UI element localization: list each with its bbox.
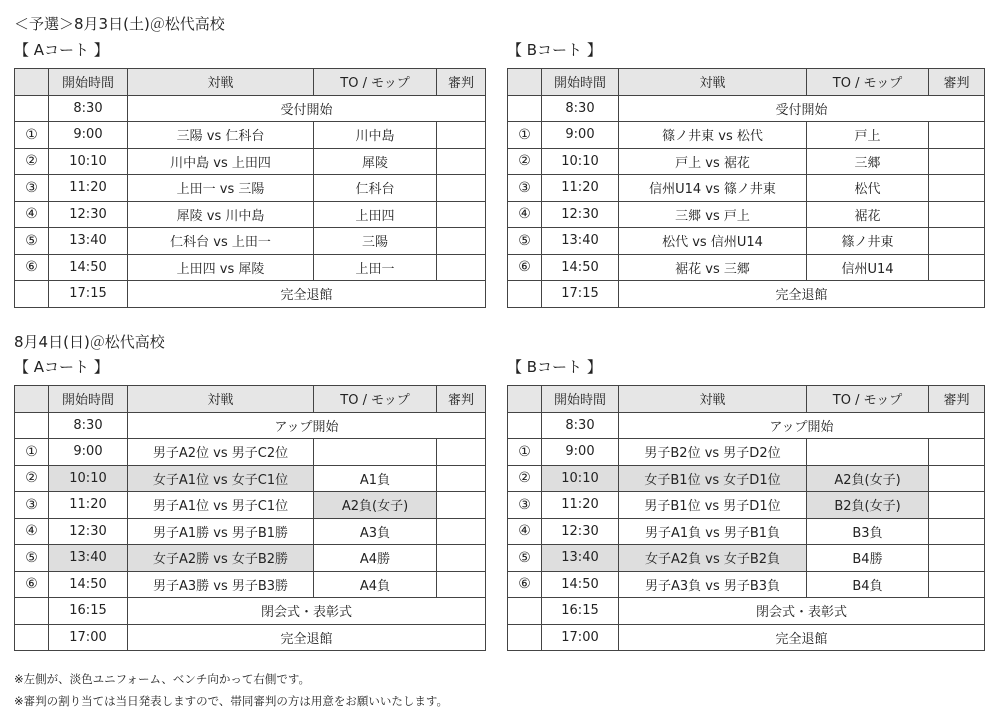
start-time: 8:30 <box>542 412 619 439</box>
game-number <box>508 598 542 625</box>
start-time: 9:00 <box>49 439 128 466</box>
game-number: ⑤ <box>15 228 49 255</box>
start-time: 9:00 <box>49 122 128 149</box>
start-time: 16:15 <box>542 598 619 625</box>
match-cell: 戸上 vs 裾花 <box>619 148 807 175</box>
game-number: ③ <box>508 175 542 202</box>
to-mop-cell: 松代 <box>807 175 929 202</box>
match-cell: 信州U14 vs 篠ノ井東 <box>619 175 807 202</box>
game-number: ④ <box>508 201 542 228</box>
to-mop-cell: 川中島 <box>314 122 437 149</box>
match-cell: 女子A2勝 vs 女子B2勝 <box>128 545 314 572</box>
match-cell: 男子A3負 vs 男子B3負 <box>619 571 807 598</box>
game-number: ⑥ <box>508 571 542 598</box>
start-time: 11:20 <box>49 492 128 519</box>
game-number: ③ <box>15 492 49 519</box>
to-mop-cell: A4負 <box>314 571 437 598</box>
to-mop-cell <box>807 439 929 466</box>
start-time: 12:30 <box>49 201 128 228</box>
start-time: 8:30 <box>49 412 128 439</box>
start-time: 14:50 <box>49 571 128 598</box>
game-number <box>508 624 542 651</box>
match-cell: 男子A1勝 vs 男子B1勝 <box>128 518 314 545</box>
to-mop-cell: A3負 <box>314 518 437 545</box>
header-match: 対戦 <box>619 386 807 413</box>
game-number <box>508 412 542 439</box>
start-time: 8:30 <box>542 95 619 122</box>
header-to-mop: TO / モップ <box>314 386 437 413</box>
schedule-row <box>508 624 985 651</box>
game-number <box>508 281 542 308</box>
game-number: ⑤ <box>508 545 542 572</box>
game-number: ① <box>508 439 542 466</box>
referee-cell <box>929 439 985 466</box>
start-time: 10:10 <box>49 148 128 175</box>
game-number: ① <box>15 122 49 149</box>
day2-court-b-table <box>507 385 985 651</box>
schedule-row <box>15 175 486 202</box>
schedule-row <box>15 439 486 466</box>
match-cell: 松代 vs 信州U14 <box>619 228 807 255</box>
day2-court-b-label: 【 Bコート 】 <box>507 358 602 376</box>
match-cell: 篠ノ井東 vs 松代 <box>619 122 807 149</box>
match-cell: 上田一 vs 三陽 <box>128 175 314 202</box>
header-referee: 審判 <box>437 69 486 96</box>
match-cell: 三郷 vs 戸上 <box>619 201 807 228</box>
match-cell: 仁科台 vs 上田一 <box>128 228 314 255</box>
day1-court-b-table <box>507 68 985 308</box>
day2-title: 8月4日(日)＠松代高校 <box>14 333 165 351</box>
to-mop-cell: 上田四 <box>314 201 437 228</box>
to-mop-cell: 三郷 <box>807 148 929 175</box>
schedule-row <box>508 175 985 202</box>
referee-cell <box>437 571 486 598</box>
event-label: アップ開始 <box>619 412 985 439</box>
to-mop-cell: 犀陵 <box>314 148 437 175</box>
game-number: ③ <box>15 175 49 202</box>
game-number <box>15 624 49 651</box>
header-to-mop: TO / モップ <box>314 69 437 96</box>
event-label: 閉会式・表彰式 <box>128 598 486 625</box>
to-mop-cell: A4勝 <box>314 545 437 572</box>
note-1: ※左側が、淡色ユニフォーム、ベンチ向かって右側です。 <box>14 672 310 686</box>
game-number: ⑥ <box>508 254 542 281</box>
referee-cell <box>437 228 486 255</box>
schedule-row <box>15 254 486 281</box>
referee-cell <box>929 465 985 492</box>
referee-cell <box>437 545 486 572</box>
schedule-row <box>508 545 985 572</box>
start-time: 17:00 <box>49 624 128 651</box>
referee-cell <box>437 148 486 175</box>
start-time: 9:00 <box>542 122 619 149</box>
to-mop-cell: 裾花 <box>807 201 929 228</box>
start-time: 8:30 <box>49 95 128 122</box>
game-number: ⑥ <box>15 571 49 598</box>
start-time: 10:10 <box>49 465 128 492</box>
schedule-row <box>15 465 486 492</box>
referee-cell <box>929 201 985 228</box>
start-time: 17:15 <box>542 281 619 308</box>
schedule-row <box>15 122 486 149</box>
game-number: ① <box>15 439 49 466</box>
match-cell: 男子B2位 vs 男子D2位 <box>619 439 807 466</box>
schedule-row <box>15 571 486 598</box>
to-mop-cell: 上田一 <box>314 254 437 281</box>
schedule-row <box>15 412 486 439</box>
referee-cell <box>437 518 486 545</box>
game-number: ④ <box>15 201 49 228</box>
start-time: 17:00 <box>542 624 619 651</box>
match-cell: 上田四 vs 犀陵 <box>128 254 314 281</box>
day1-title: ＜予選＞8月3日(土)＠松代高校 <box>14 15 225 33</box>
header-row <box>508 386 985 413</box>
start-time: 17:15 <box>49 281 128 308</box>
header-row <box>15 386 486 413</box>
to-mop-cell: A2負(女子) <box>807 465 929 492</box>
header-blank <box>508 386 542 413</box>
referee-cell <box>929 492 985 519</box>
start-time: 14:50 <box>542 571 619 598</box>
header-start-time: 開始時間 <box>49 69 128 96</box>
to-mop-cell: 戸上 <box>807 122 929 149</box>
game-number <box>15 598 49 625</box>
game-number: ④ <box>508 518 542 545</box>
to-mop-cell <box>314 439 437 466</box>
game-number <box>508 95 542 122</box>
start-time: 11:20 <box>542 492 619 519</box>
to-mop-cell: 三陽 <box>314 228 437 255</box>
referee-cell <box>929 571 985 598</box>
header-match: 対戦 <box>619 69 807 96</box>
header-blank <box>508 69 542 96</box>
event-label: 完全退館 <box>619 624 985 651</box>
header-start-time: 開始時間 <box>49 386 128 413</box>
match-cell: 男子A3勝 vs 男子B3勝 <box>128 571 314 598</box>
game-number: ③ <box>508 492 542 519</box>
schedule-row <box>15 518 486 545</box>
start-time: 12:30 <box>542 201 619 228</box>
header-blank <box>15 386 49 413</box>
start-time: 10:10 <box>542 465 619 492</box>
event-label: 受付開始 <box>619 95 985 122</box>
referee-cell <box>929 175 985 202</box>
event-label: 完全退館 <box>128 281 486 308</box>
schedule-row <box>508 228 985 255</box>
header-start-time: 開始時間 <box>542 386 619 413</box>
game-number: ⑤ <box>508 228 542 255</box>
referee-cell <box>437 492 486 519</box>
schedule-row <box>15 492 486 519</box>
start-time: 16:15 <box>49 598 128 625</box>
schedule-row <box>508 95 985 122</box>
match-cell: 女子B1位 vs 女子D1位 <box>619 465 807 492</box>
schedule-row <box>508 571 985 598</box>
schedule-row <box>508 254 985 281</box>
schedule-row <box>508 148 985 175</box>
referee-cell <box>929 122 985 149</box>
game-number: ④ <box>15 518 49 545</box>
match-cell: 男子A1位 vs 男子C1位 <box>128 492 314 519</box>
game-number: ② <box>508 148 542 175</box>
match-cell: 女子A1位 vs 女子C1位 <box>128 465 314 492</box>
to-mop-cell: 篠ノ井東 <box>807 228 929 255</box>
start-time: 13:40 <box>542 545 619 572</box>
match-cell: 犀陵 vs 川中島 <box>128 201 314 228</box>
start-time: 10:10 <box>542 148 619 175</box>
game-number <box>15 95 49 122</box>
header-start-time: 開始時間 <box>542 69 619 96</box>
header-referee: 審判 <box>929 386 985 413</box>
note-2: ※審判の割り当ては当日発表しますので、帯同審判の方は用意をお願いいたします。 <box>14 694 448 708</box>
referee-cell <box>929 228 985 255</box>
schedule-row <box>508 201 985 228</box>
schedule-row <box>508 492 985 519</box>
event-label: 受付開始 <box>128 95 486 122</box>
schedule-row <box>508 412 985 439</box>
schedule-row <box>15 598 486 625</box>
schedule-row <box>508 518 985 545</box>
to-mop-cell: B3負 <box>807 518 929 545</box>
match-cell: 裾花 vs 三郷 <box>619 254 807 281</box>
event-label: 完全退館 <box>128 624 486 651</box>
to-mop-cell: B4勝 <box>807 545 929 572</box>
referee-cell <box>437 201 486 228</box>
match-cell: 川中島 vs 上田四 <box>128 148 314 175</box>
referee-cell <box>929 254 985 281</box>
header-to-mop: TO / モップ <box>807 69 929 96</box>
to-mop-cell: A1負 <box>314 465 437 492</box>
header-row <box>15 69 486 96</box>
start-time: 12:30 <box>49 518 128 545</box>
header-blank <box>15 69 49 96</box>
event-label: 完全退館 <box>619 281 985 308</box>
schedule-row <box>15 148 486 175</box>
referee-cell <box>929 148 985 175</box>
start-time: 11:20 <box>49 175 128 202</box>
game-number: ② <box>508 465 542 492</box>
start-time: 13:40 <box>49 228 128 255</box>
start-time: 13:40 <box>49 545 128 572</box>
referee-cell <box>437 439 486 466</box>
day1-court-b-label: 【 Bコート 】 <box>507 41 602 59</box>
game-number: ① <box>508 122 542 149</box>
schedule-row <box>15 228 486 255</box>
header-referee: 審判 <box>929 69 985 96</box>
schedule-row <box>15 201 486 228</box>
schedule-row <box>15 545 486 572</box>
header-match: 対戦 <box>128 386 314 413</box>
event-label: アップ開始 <box>128 412 486 439</box>
game-number: ⑤ <box>15 545 49 572</box>
match-cell: 男子A1負 vs 男子B1負 <box>619 518 807 545</box>
to-mop-cell: B4負 <box>807 571 929 598</box>
referee-cell <box>437 122 486 149</box>
header-match: 対戦 <box>128 69 314 96</box>
day1-court-a-table <box>14 68 486 308</box>
day1-court-a-label: 【 Aコート 】 <box>14 41 109 59</box>
referee-cell <box>929 545 985 572</box>
schedule-row <box>508 439 985 466</box>
start-time: 9:00 <box>542 439 619 466</box>
game-number: ② <box>15 465 49 492</box>
referee-cell <box>929 518 985 545</box>
schedule-row <box>508 122 985 149</box>
start-time: 11:20 <box>542 175 619 202</box>
to-mop-cell: A2負(女子) <box>314 492 437 519</box>
to-mop-cell: 仁科台 <box>314 175 437 202</box>
to-mop-cell: B2負(女子) <box>807 492 929 519</box>
day2-court-a-label: 【 Aコート 】 <box>14 358 109 376</box>
schedule-row <box>15 624 486 651</box>
event-label: 閉会式・表彰式 <box>619 598 985 625</box>
start-time: 13:40 <box>542 228 619 255</box>
game-number <box>15 412 49 439</box>
game-number <box>15 281 49 308</box>
match-cell: 男子A2位 vs 男子C2位 <box>128 439 314 466</box>
referee-cell <box>437 465 486 492</box>
schedule-row <box>508 465 985 492</box>
game-number: ② <box>15 148 49 175</box>
schedule-row <box>508 598 985 625</box>
referee-cell <box>437 175 486 202</box>
day2-court-a-table <box>14 385 486 651</box>
header-to-mop: TO / モップ <box>807 386 929 413</box>
header-referee: 審判 <box>437 386 486 413</box>
match-cell: 女子A2負 vs 女子B2負 <box>619 545 807 572</box>
start-time: 14:50 <box>49 254 128 281</box>
match-cell: 男子B1位 vs 男子D1位 <box>619 492 807 519</box>
referee-cell <box>437 254 486 281</box>
game-number: ⑥ <box>15 254 49 281</box>
schedule-row <box>508 281 985 308</box>
to-mop-cell: 信州U14 <box>807 254 929 281</box>
start-time: 14:50 <box>542 254 619 281</box>
schedule-row <box>15 281 486 308</box>
schedule-row <box>15 95 486 122</box>
start-time: 12:30 <box>542 518 619 545</box>
match-cell: 三陽 vs 仁科台 <box>128 122 314 149</box>
header-row <box>508 69 985 96</box>
